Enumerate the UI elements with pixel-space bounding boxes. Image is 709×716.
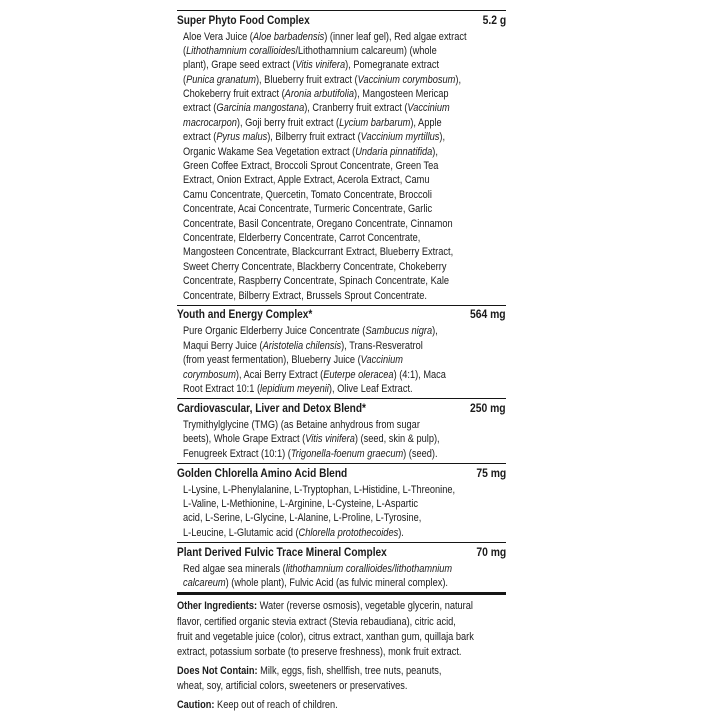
section-header [177,543,506,562]
ingredient-text: ) (seed, skin & pulp), [354,433,440,446]
ingredient-line [183,562,454,576]
section-name: Super Phyto Food Complex [177,14,310,27]
footer-line [177,615,456,630]
botanical-name: Vaccinium myrtillus [360,131,440,144]
footer-paragraph-other-ingredients [177,599,506,660]
botanical-name: Aristotelia chilensis [262,339,342,352]
ingredient-text: ), [439,131,446,144]
ingredient-text: ), Mangosteen Mericap [354,88,449,101]
ingredient-text: L-Leucine, L-Glutamic acid ( [183,526,299,539]
botanical-name: Lycium barbarum [339,116,411,129]
ingredient-text: (from yeast fermentation), Blueberry Juice ( [183,354,361,367]
section-header [177,464,506,483]
label-footer [177,592,506,712]
ingredient-text: Red algae sea minerals ( [183,562,286,575]
section-amount: 5.2 g [482,14,506,27]
ingredient-text: Concentrate, Raspberry Concentrate, Spinach Concentrate, Kale [183,275,450,288]
ingredient-text: Concentrate, Basil Concentrate, Oregano Concentrate, Cinnamon [183,217,453,230]
ingredient-text: beets), Whole Grape Extract ( [183,433,306,446]
ingredient-line [183,339,454,353]
ingredient-text: ), [432,145,438,158]
ingredient-line [183,44,454,58]
ingredient-text: Organic Wakame Sea Vegetation extract ( [183,145,356,158]
botanical-name: Lithothamnium corallioides [186,44,296,57]
section-golden-chlorella-amino-acid-blend [177,463,506,542]
ingredient-line [183,116,454,130]
ingredient-line [183,526,454,540]
section-amount: 250 mg [470,402,506,415]
botanical-name: macrocarpon [183,116,237,129]
supplement-facts-label [177,10,506,716]
section-amount: 70 mg [476,546,506,559]
ingredient-line [183,130,454,144]
ingredient-text: Concentrate, Elderberry Concentrate, Carrot Concentrate, [183,231,421,244]
botanical-name: calcareum [183,577,226,589]
section-ingredients [177,418,506,463]
ingredient-text: Trymithylglycine (TMG) (as Betaine anhydrous from sugar [183,418,420,431]
ingredient-line [183,447,454,461]
ingredient-text: Fenugreek Extract (10:1) ( [183,447,291,460]
footer-text: flavor, certified organic stevia extract (Stevia rebaudiana), citric acid, [177,615,456,628]
ingredient-text: ), Cranberry fruit extract ( [304,102,408,115]
ingredient-line [183,58,454,72]
ingredient-text: Sweet Cherry Concentrate, Blackberry Concentrate, Chokeberry [183,260,447,273]
section-name: Youth and Energy Complex* [177,309,313,322]
botanical-name: corymbosum [183,368,236,381]
ingredient-text: Maqui Berry Juice ( [183,339,263,352]
ingredient-text: ), Blueberry fruit extract ( [255,73,358,86]
ingredient-text: ) (whole plant), Fulvic Acid (as fulvic mineral complex). [225,577,448,589]
ingredient-line [183,202,454,216]
botanical-name: Garcinia mangostana [216,102,305,115]
footer-line [177,698,453,713]
footer-line [177,679,453,694]
ingredient-text: ( [183,73,187,86]
section-amount: 75 mg [476,467,506,480]
ingredient-text: ), [455,73,462,86]
section-name: Plant Derived Fulvic Trace Mineral Complex [177,546,387,559]
botanical-name: Aloe barbadensis [252,30,325,43]
footer-heading: Caution: [177,698,215,711]
ingredient-line [183,260,454,274]
botanical-name: Vaccinium [407,102,450,115]
section-name: Golden Chlorella Amino Acid Blend [177,467,348,480]
ingredient-text: extract ( [183,102,217,115]
ingredient-text: ). [398,526,404,539]
botanical-name: Euterpe oleracea [323,368,394,381]
footer-text: Milk, eggs, fish, shellfish, tree nuts, peanuts, [257,664,442,677]
ingredient-line [183,511,454,525]
ingredient-text: Extract, Onion Extract, Apple Extract, Acerola Extract, Camu [183,174,430,187]
ingredient-text: L-Lysine, L-Phenylalanine, L-Tryptophan, L-Histidine, L-Threonine, [183,483,456,496]
footer-text: extract, potassium sorbate (to preserve freshness), monk fruit extract. [177,645,462,658]
footer-heading: Does Not Contain: [177,664,258,677]
ingredient-text: ) (seed). [403,447,438,460]
footer-paragraph-caution [177,698,506,713]
botanical-name: Pyrus malus [216,131,268,144]
ingredient-line [183,87,454,101]
ingredient-text: ), Apple [410,116,442,129]
ingredient-text: Chokeberry fruit extract ( [183,88,285,101]
footer-line [177,630,474,645]
ingredient-line [183,289,454,303]
ingredient-line [183,245,454,259]
ingredient-line [183,188,454,202]
footer-paragraph-does-not-contain [177,664,506,694]
section-ingredients [177,30,506,305]
ingredient-line [183,483,454,497]
ingredient-text: ), [432,325,438,338]
ingredient-text: Concentrate, Acai Concentrate, Turmeric Concentrate, Garlic [183,203,433,216]
botanical-name: Vitis vinifera [295,59,346,72]
section-ingredients [177,483,506,543]
footer-line [177,599,473,614]
ingredient-text: /Lithothamnium calcareum) (whole [295,44,437,57]
section-amount: 564 mg [470,309,506,322]
ingredient-text: Pure Organic Elderberry Juice Concentrate ( [183,325,366,338]
section-super-phyto-food-complex [177,10,506,305]
section-header [177,306,506,325]
section-header [177,11,506,30]
botanical-name: Chlorella protothecoides [298,526,399,539]
ingredient-line [183,73,462,87]
ingredient-line [183,173,454,187]
ingredient-line [183,497,454,511]
ingredient-sections [177,10,506,592]
ingredient-line [183,145,454,159]
ingredient-text: plant), Grape seed extract ( [183,59,296,72]
botanical-name: Aronia arbutifolia [284,88,355,101]
ingredient-line [183,324,454,338]
ingredient-text: ), Goji berry fruit extract ( [236,116,340,129]
ingredient-line [183,217,454,231]
botanical-name: Sambucus nigra [365,325,433,338]
botanical-name: Trigonella-foenum graecum [290,447,404,460]
section-ingredients [177,562,506,593]
ingredient-text: L-Valine, L-Methionine, L-Arginine, L-Cysteine, L-Aspartic [183,497,419,510]
botanical-name: Vaccinium [360,354,403,367]
ingredient-text: ( [183,44,187,57]
ingredient-text: ), Olive Leaf Extract. [328,382,413,395]
section-header [177,399,506,418]
botanical-name: Vitis vinifera [305,433,355,446]
footer-text: Water (reverse osmosis), vegetable glycerin, natural [257,600,473,613]
footer-text: fruit and vegetable juice (color), citrus extract, xanthan gum, quillaja bark [177,630,474,643]
footer-line [177,645,462,660]
ingredient-text: Root Extract 10:1 ( [183,382,261,395]
ingredient-line [183,30,467,44]
ingredient-line [183,418,454,432]
ingredient-text: ), Bilberry fruit extract ( [267,131,361,144]
ingredient-text: ) (4:1), Maca [393,368,446,381]
ingredient-line [183,101,454,115]
footer-text: Keep out of reach of children. [214,698,338,711]
botanical-name: Undaria pinnatifida [355,145,433,158]
ingredient-text: ), Pomegranate extract [345,59,440,72]
botanical-name: lepidium meyenii [260,382,329,395]
botanical-name: lithothamnium corallioides/lithothamnium [285,562,453,575]
ingredient-text: acid, L-Serine, L-Glycine, L-Alanine, L-Proline, L-Tyrosine, [183,512,422,525]
section-plant-derived-fulvic-trace-mineral-complex [177,542,506,592]
ingredient-text: ), Acai Berry Extract ( [235,368,324,381]
footer-heading: Other Ingredients: [177,600,258,613]
ingredient-line [183,274,454,288]
section-youth-and-energy-complex [177,305,506,398]
section-name: Cardiovascular, Liver and Detox Blend* [177,402,366,415]
section-ingredients [177,324,506,398]
ingredient-text: ), Trans-Resveratrol [341,339,423,352]
ingredient-line [183,231,454,245]
ingredient-text: Green Coffee Extract, Broccoli Sprout Concentrate, Green Tea [183,160,439,173]
ingredient-line [183,432,454,446]
ingredient-text: Camu Concentrate, Quercetin, Tomato Concentrate, Broccoli [183,188,432,201]
footer-line [177,664,453,679]
botanical-name: Punica granatum [186,73,256,86]
ingredient-text: Aloe Vera Juice ( [183,30,253,43]
ingredient-line [183,382,454,396]
section-cardiovascular-liver-and-detox-blend [177,398,506,463]
ingredient-text: Concentrate, Bilberry Extract, Brussels Sprout Concentrate. [183,289,427,302]
ingredient-text: ) (inner leaf gel), Red algae extract [324,30,467,43]
ingredient-text: extract ( [183,131,217,144]
ingredient-line [183,159,454,173]
botanical-name: Vaccinium corymbosum [357,73,456,86]
ingredient-line [183,353,454,367]
ingredient-line [183,576,454,590]
ingredient-text: Mangosteen Concentrate, Blackcurrant Extract, Blueberry Extract, [183,246,454,259]
ingredient-line [183,368,454,382]
footer-text: wheat, soy, artificial colors, sweeteners or preservatives. [177,679,408,692]
